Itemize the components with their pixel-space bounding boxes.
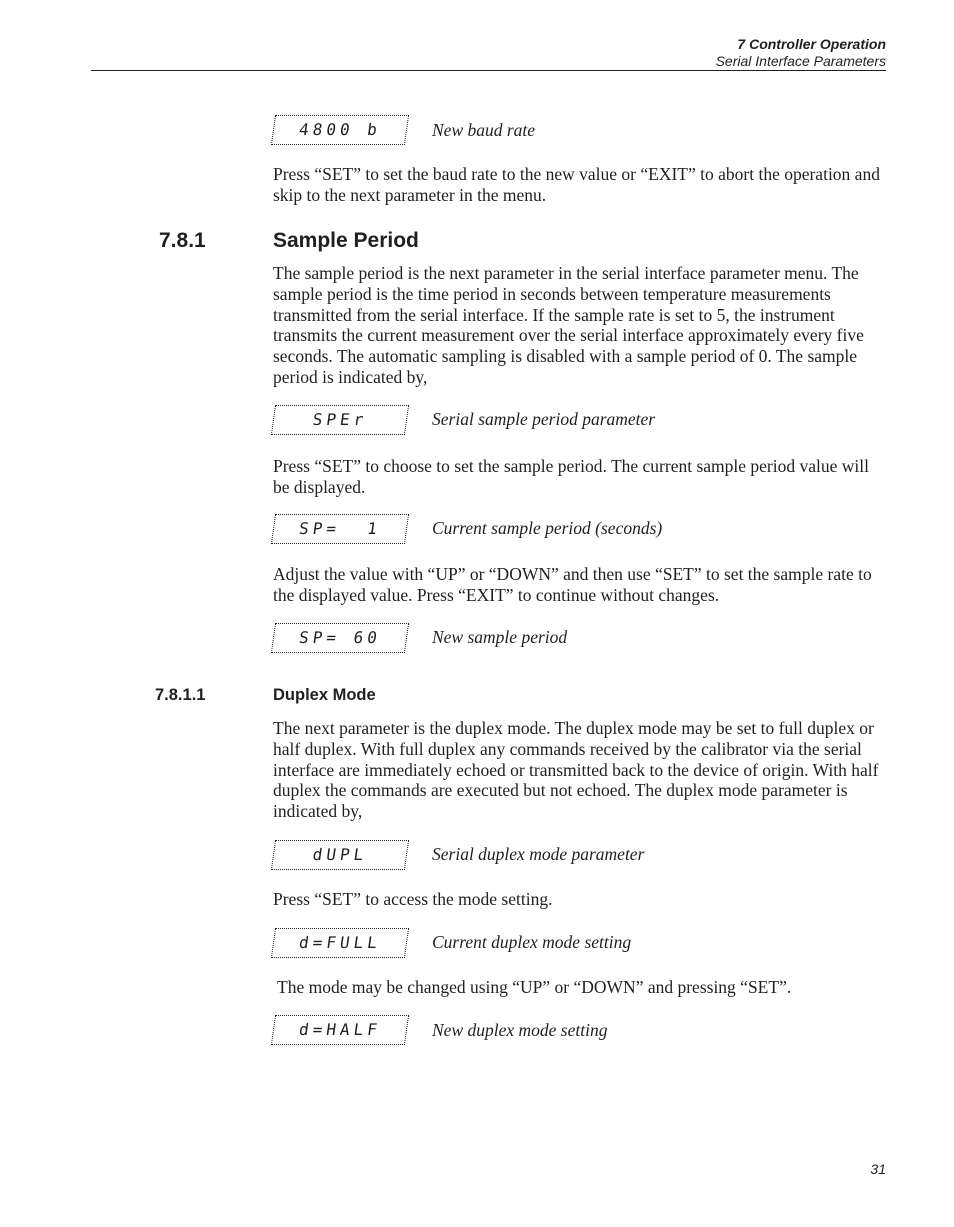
subsection-title: Duplex Mode (273, 686, 376, 704)
display-sper: SPEr (271, 405, 409, 435)
running-header (716, 36, 886, 70)
display-sp-current: SP= 1 (271, 514, 409, 544)
display-d-half: d=HALF (271, 1015, 409, 1045)
header-rule (91, 70, 886, 71)
paragraph-sample-intro: The sample period is the next parameter in the serial interface parameter menu. The sample period is the time period in seconds between temperature measurements transmitted from the serial interface. If the sample rate is set to 5, the instrument transmits the current measurement over the serial interface approximately every five seconds. The automatic sampling is disabled with a sample period of 0. The sample period is indicated by, (273, 263, 864, 387)
paragraph-duplex-access: Press “SET” to access the mode setting. (273, 889, 553, 909)
paragraph-sample-set: Press “SET” to choose to set the sample period. The current sample period value will be displayed. (273, 456, 869, 497)
caption-baud-new: New baud rate (432, 120, 536, 140)
display-sp-new: SP= 60 (271, 623, 409, 653)
caption-sp-current: Current sample period (seconds) (432, 518, 663, 538)
display-d-full: d=FULL (271, 928, 409, 958)
caption-sp-new: New sample period (432, 627, 568, 647)
caption-dupl: Serial duplex mode parameter (432, 844, 645, 864)
section-title: Sample Period (273, 229, 419, 252)
caption-sper: Serial sample period parameter (432, 409, 656, 429)
paragraph-duplex-intro: The next parameter is the duplex mode. The duplex mode may be set to full duplex or half duplex. With full duplex any commands received by the calibrator via the serial interface are immediately echoed or transmitted back to the device of origin. With half duplex the commands are executed but not echoed. The duplex mode parameter is indicated by, (273, 718, 879, 822)
paragraph-sample-adjust: Adjust the value with “UP” or “DOWN” and then use “SET” to set the sample rate to the displayed value. Press “EXIT” to continue without changes. (273, 564, 872, 605)
paragraph-duplex-change: The mode may be changed using “UP” or “DOWN” and pressing “SET”. (273, 977, 792, 997)
display-baud-new: 4800 b (271, 115, 409, 145)
display-dupl: dUPL (271, 840, 409, 870)
header-chapter: 7 Controller Operation (737, 36, 886, 52)
header-section: Serial Interface Parameters (715, 53, 886, 69)
caption-d-full: Current duplex mode setting (432, 932, 632, 952)
section-number: 7.8.1 (159, 229, 206, 252)
subsection-number: 7.8.1.1 (155, 686, 206, 704)
caption-d-half: New duplex mode setting (432, 1020, 608, 1040)
paragraph-baud-set: Press “SET” to set the baud rate to the new value or “EXIT” to abort the operation and skip to the next parameter in the menu. (273, 164, 880, 205)
page-number: 31 (870, 1161, 886, 1177)
